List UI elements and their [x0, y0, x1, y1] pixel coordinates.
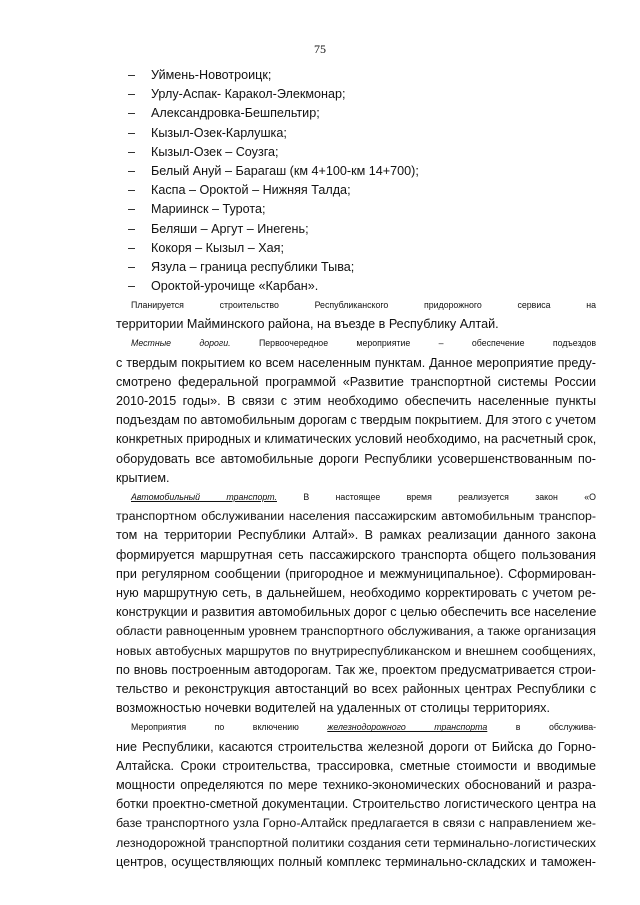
list-item-text: Белый Ануй – Барагаш (км 4+100-км 14+700);	[151, 163, 419, 178]
list-dash: –	[128, 259, 136, 274]
text-fragment: В настоящее время реализуется закон «О	[276, 492, 596, 503]
list-dash: –	[128, 144, 136, 159]
text-fragment: в обслужива-	[487, 722, 597, 733]
text-line	[116, 718, 596, 737]
list-dash: –	[128, 183, 136, 198]
list-item	[128, 162, 598, 181]
list-dash: –	[128, 279, 136, 294]
list-item-text: Каспа – Ороктой – Нижняя Талда;	[151, 183, 351, 198]
text-line	[116, 334, 596, 353]
list-dash: –	[128, 106, 136, 121]
list-item	[128, 220, 598, 239]
text-line: Алтайска. Сроки строительства, трассировка, сметные стоимости и вводимые	[116, 758, 596, 773]
list-item-text: Ороктой-урочище «Карбан».	[151, 279, 319, 294]
section-lead-auto-transport: Автомобильный транспорт.	[131, 492, 277, 503]
list-item-text: Язула – граница республики Тыва;	[151, 259, 355, 274]
text-line: конструкции и развития автомобильных дорог с целью обеспечить все население	[116, 605, 597, 620]
text-line: мощности определяются по мере технико-экономических обоснований и разра-	[116, 778, 596, 793]
text-line: Планируется строительство Республиканского придорожного сервиса на	[131, 300, 596, 310]
paragraph-roadside-service	[116, 296, 596, 334]
list-item	[128, 85, 598, 104]
text-line: том на территории Республики Алтай». В рамках реализации данного закона	[116, 528, 596, 543]
list-item-text: Беляши – Аргут – Инегень;	[151, 221, 309, 236]
text-line: новых автобусных маршрутов по внутриреспубликанском и внешнем сообщениях,	[116, 643, 596, 658]
text-line: тельство и реконструкция автостанций во всех районных центрах Республики с	[116, 682, 596, 697]
list-dash: –	[128, 125, 136, 140]
list-item-text: Кызыл-Озек-Карлушка;	[151, 125, 287, 140]
text-line	[116, 488, 596, 507]
list-dash: –	[128, 163, 136, 178]
text-line: смотрено федеральной программой «Развитие транспортной системы России	[116, 374, 596, 389]
text-line: крытием.	[116, 470, 170, 485]
road-list	[128, 66, 598, 296]
list-item	[128, 239, 598, 258]
list-item-text: Кокоря – Кызыл – Хая;	[151, 240, 284, 255]
text-line: лезнодорожной транспортной политики создания сети терминально-логистических	[116, 835, 596, 850]
text-line: области равноценным уровнем транспортного обслуживания, а также организация	[116, 624, 596, 639]
list-item	[128, 66, 598, 85]
text-line: базе транспортного узла Горно-Алтайск предлагается в связи с направлением же-	[116, 816, 596, 831]
page-number: 75	[314, 42, 326, 56]
section-lead-railway-transport: железнодорожного транспорта	[327, 722, 488, 733]
list-item-text: Урлу-Аспак- Каракол-Элекмонар;	[151, 87, 346, 102]
text-line: территории Майминского района, на въезде в Республику Алтай.	[116, 317, 499, 332]
list-item	[128, 104, 598, 123]
list-dash: –	[128, 87, 136, 102]
list-item	[128, 258, 598, 277]
text-line: по вновь построенным автодорогам. Так же, проектом предусматривается строи-	[116, 662, 596, 677]
text-line: ную маршрутную сеть, в дальнейшем, необходимо корректировать с учетом ре-	[116, 586, 596, 601]
text-line: транспортном обслуживании населения пассажирским автомобильным транспор-	[116, 509, 596, 524]
text-line: формируется маршрутная сеть пассажирского транспорта общего пользования	[116, 547, 596, 562]
list-dash: –	[128, 240, 136, 255]
list-item	[128, 143, 598, 162]
text-line: с твердым покрытием ко всем населенным пунктам. Данное мероприятие преду-	[116, 355, 596, 370]
text-line: возможностью ночевки водителей на удаленных от столицы территориях.	[116, 701, 550, 716]
body-text	[116, 296, 596, 872]
list-item-text: Мариинск – Турота;	[151, 202, 266, 217]
list-dash: –	[128, 68, 136, 82]
text-line: центров, осуществляющих полный комплекс терминально-складских и таможен-	[116, 854, 596, 869]
section-lead-local-roads: Местные дороги.	[131, 338, 231, 349]
text-line: ние Республики, касаются строительства железной дороги от Бийска до Горно-	[116, 739, 596, 754]
text-line: подъездам по автомобильным дорогам с твердым покрытием. Для этого с учетом	[116, 413, 596, 428]
list-item-text: Уймень-Новотроицк;	[151, 68, 272, 82]
paragraph-railway-transport	[116, 718, 596, 872]
paragraph-local-roads	[116, 334, 596, 488]
text-line: при регулярном сообщении (пригородное и межмуниципальное). Сформирован-	[116, 566, 596, 581]
list-item	[128, 124, 598, 143]
text-line: конкретных природных и климатических условий необходимо, на расчетный срок,	[116, 432, 597, 447]
text-line: ботки проектно-сметной документации. Строительство логистического центра на	[116, 797, 596, 812]
list-item-text: Кызыл-Озек – Соузга;	[151, 144, 279, 159]
list-item-text: Александровка-Бешпельтир;	[151, 106, 320, 121]
list-item	[128, 181, 598, 200]
list-item	[128, 277, 598, 296]
text-fragment: Первоочередное мероприятие – обеспечение подъездов	[230, 338, 597, 349]
list-dash: –	[128, 221, 136, 236]
list-item	[128, 200, 598, 219]
text-line: оборудовать все автомобильные дороги Республики усовершенствованным по-	[116, 451, 596, 466]
list-dash: –	[128, 202, 136, 217]
text-line: 2010-2015 годы». В связи с этим необходимо обеспечить населенные пункты	[116, 394, 596, 409]
text-fragment: Мероприятия по включению	[131, 722, 328, 733]
paragraph-auto-transport	[116, 488, 596, 718]
